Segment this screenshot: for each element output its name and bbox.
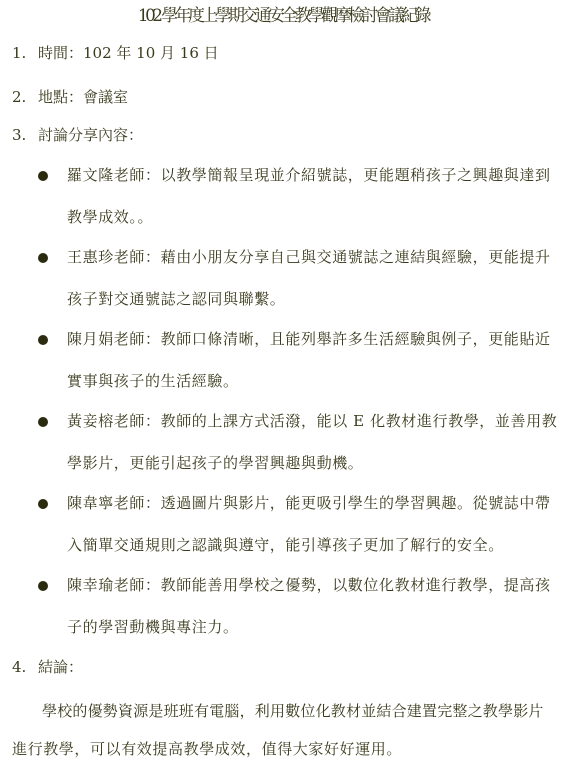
section-discussion — [12, 124, 143, 146]
comment-line: 子的學習動機與專注力。 — [67, 618, 239, 636]
section-place-text: 地點：會議室 — [38, 88, 129, 106]
section-time-text: 時間：102 年 10 月 16 日 — [38, 44, 219, 62]
section-time — [12, 42, 219, 64]
bullet-icon — [38, 417, 48, 427]
bullet-icon — [38, 499, 48, 509]
bullet-icon — [38, 335, 48, 345]
comment-line: 羅文隆老師：以教學簡報呈現並介紹號誌，更能題稍孩子之興趣與達到 — [67, 166, 551, 184]
section-number: 1. — [12, 44, 27, 62]
section-number: 3. — [12, 126, 27, 144]
comment-line: 學影片，更能引起孩子的學習興趣與動機。 — [67, 454, 364, 472]
section-number: 2. — [12, 88, 27, 106]
comment-line: 實事與孩子的生活經驗。 — [67, 372, 239, 390]
comment-line: 黃妾榕老師：教師的上課方式活潑，能以 E 化教材進行教學，並善用教 — [67, 412, 558, 430]
conclusion-line: 學校的優勢資源是班班有電腦，利用數位化教材並結合建置完整之教學影片 — [42, 702, 544, 720]
bullet-icon — [38, 253, 48, 263]
section-discussion-text: 討論分享內容： — [38, 126, 144, 144]
comment-line: 陳月娟老師：教師口條清晰，且能列舉許多生活經驗與例子，更能貼近 — [67, 330, 551, 348]
section-conclusion — [12, 656, 83, 678]
conclusion-line: 進行教學，可以有效提高教學成效，值得大家好好運用。 — [12, 740, 403, 758]
comment-line: 王惠珍老師：藉由小朋友分享自己與交通號誌之連結與經驗，更能提升 — [67, 248, 551, 266]
comment-line: 陳韋寧老師：透過圖片與影片，能更吸引學生的學習興趣。從號誌中帶 — [67, 494, 551, 512]
section-conclusion-text: 結論： — [38, 658, 84, 676]
comment-line: 孩子對交通號誌之認同與聯繫。 — [67, 290, 286, 308]
comment-line: 入簡單交通規則之認識與遵守，能引導孩子更加了解行的安全。 — [67, 536, 504, 554]
document-title: 102 學年度上學期交通安全教學觀摩檢討會議紀錄 — [137, 6, 429, 26]
bullet-icon — [38, 171, 48, 181]
section-place — [12, 86, 128, 108]
comment-line: 陳幸瑜老師：教師能善用學校之優勢，以數位化教材進行教學，提高孩 — [67, 576, 551, 594]
bullet-icon — [38, 581, 48, 591]
section-number: 4. — [12, 658, 27, 676]
comment-line: 教學成效。。 — [67, 208, 154, 226]
